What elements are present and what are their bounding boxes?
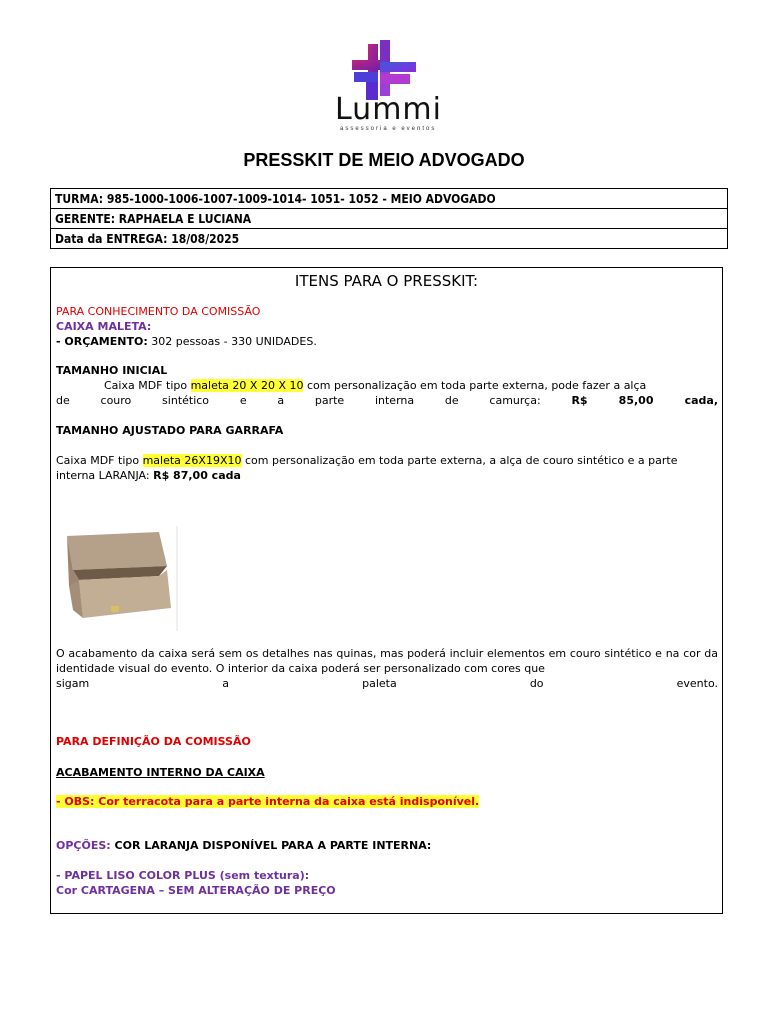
opcoes-line xyxy=(56,838,718,853)
obs-line xyxy=(56,794,718,809)
opcoes-text: COR LARANJA DISPONÍVEL PARA A PARTE INTERNA: xyxy=(110,839,432,852)
info-table xyxy=(50,188,728,249)
brand-name: Lummi xyxy=(335,92,442,127)
brand-tagline: assessoria e eventos xyxy=(340,126,437,132)
cartagena-line: Cor CARTAGENA – SEM ALTERAÇÃO DE PREÇO xyxy=(56,884,336,897)
items-box xyxy=(50,267,723,914)
caixa-label: CAIXA MALETA: xyxy=(56,320,152,333)
tamanho-ajustado-heading: TAMANHO AJUSTADO PARA GARRAFA xyxy=(56,424,284,437)
acabamento-last-line: sigam a paleta do evento. xyxy=(56,677,718,690)
orcamento-label: - ORÇAMENTO: xyxy=(56,335,148,348)
mdf-box-image xyxy=(59,526,179,631)
conhecimento-label: PARA CONHECIMENTO DA COMISSÃO xyxy=(56,305,261,318)
inicial-pre: Caixa MDF tipo xyxy=(104,379,191,392)
acabamento-paragraph: O acabamento da caixa será sem os detalhes nas quinas, mas poderá incluir elementos em couro sintético e na cor da identidade visual do evento. O interior da caixa poderá ser personalizado com cores que xyxy=(56,647,718,675)
ajustado-paragraph xyxy=(56,453,718,483)
gerente-cell: GERENTE: RAPHAELA E LUCIANA xyxy=(51,209,728,229)
acabamento-interno-heading: ACABAMENTO INTERNO DA CAIXA xyxy=(56,766,265,779)
ajustado-pre: Caixa MDF tipo xyxy=(56,454,143,467)
inicial-post: com personalização em toda parte externa, pode fazer a alça xyxy=(303,379,647,392)
opcoes-label: OPÇÕES: xyxy=(56,839,111,852)
papel-line: - PAPEL LISO COLOR PLUS (sem textura): xyxy=(56,869,310,882)
inicial-highlight: maleta 20 X 20 X 10 xyxy=(190,379,304,392)
definicao-label: PARA DEFINIÇÃO DA COMISSÃO xyxy=(56,735,251,748)
ajustado-price: R$ 87,00 cada xyxy=(153,469,241,482)
inicial-line-2 xyxy=(56,393,718,408)
entrega-cell: Data da ENTREGA: 18/08/2025 xyxy=(51,229,728,249)
tamanho-inicial-heading: TAMANHO INICIAL xyxy=(56,364,168,377)
orcamento-line xyxy=(56,334,718,349)
inicial-price: R$ 85,00 cada, xyxy=(571,394,719,407)
obs-text: - OBS: Cor terracota para a parte interna da caixa está indisponível. xyxy=(56,795,480,808)
ajustado-highlight: maleta 26X19X10 xyxy=(142,454,242,467)
ajustado-post: com personalização em toda parte externa, a alça de couro sintético e a parte interna LARANJA: xyxy=(56,454,678,482)
page-title: PRESSKIT DE MEIO ADVOGADO xyxy=(243,150,525,170)
inicial-line2-text: de couro sintético e a parte interna de camurça: xyxy=(56,394,541,407)
items-heading: ITENS PARA O PRESSKIT: xyxy=(294,272,479,290)
turma-cell: TURMA: 985-1000-1006-1007-1009-1014- 1051- 1052 - MEIO ADVOGADO xyxy=(51,189,728,209)
inicial-line-1 xyxy=(56,378,718,393)
orcamento-value: 302 pessoas - 330 UNIDADES. xyxy=(147,335,317,348)
